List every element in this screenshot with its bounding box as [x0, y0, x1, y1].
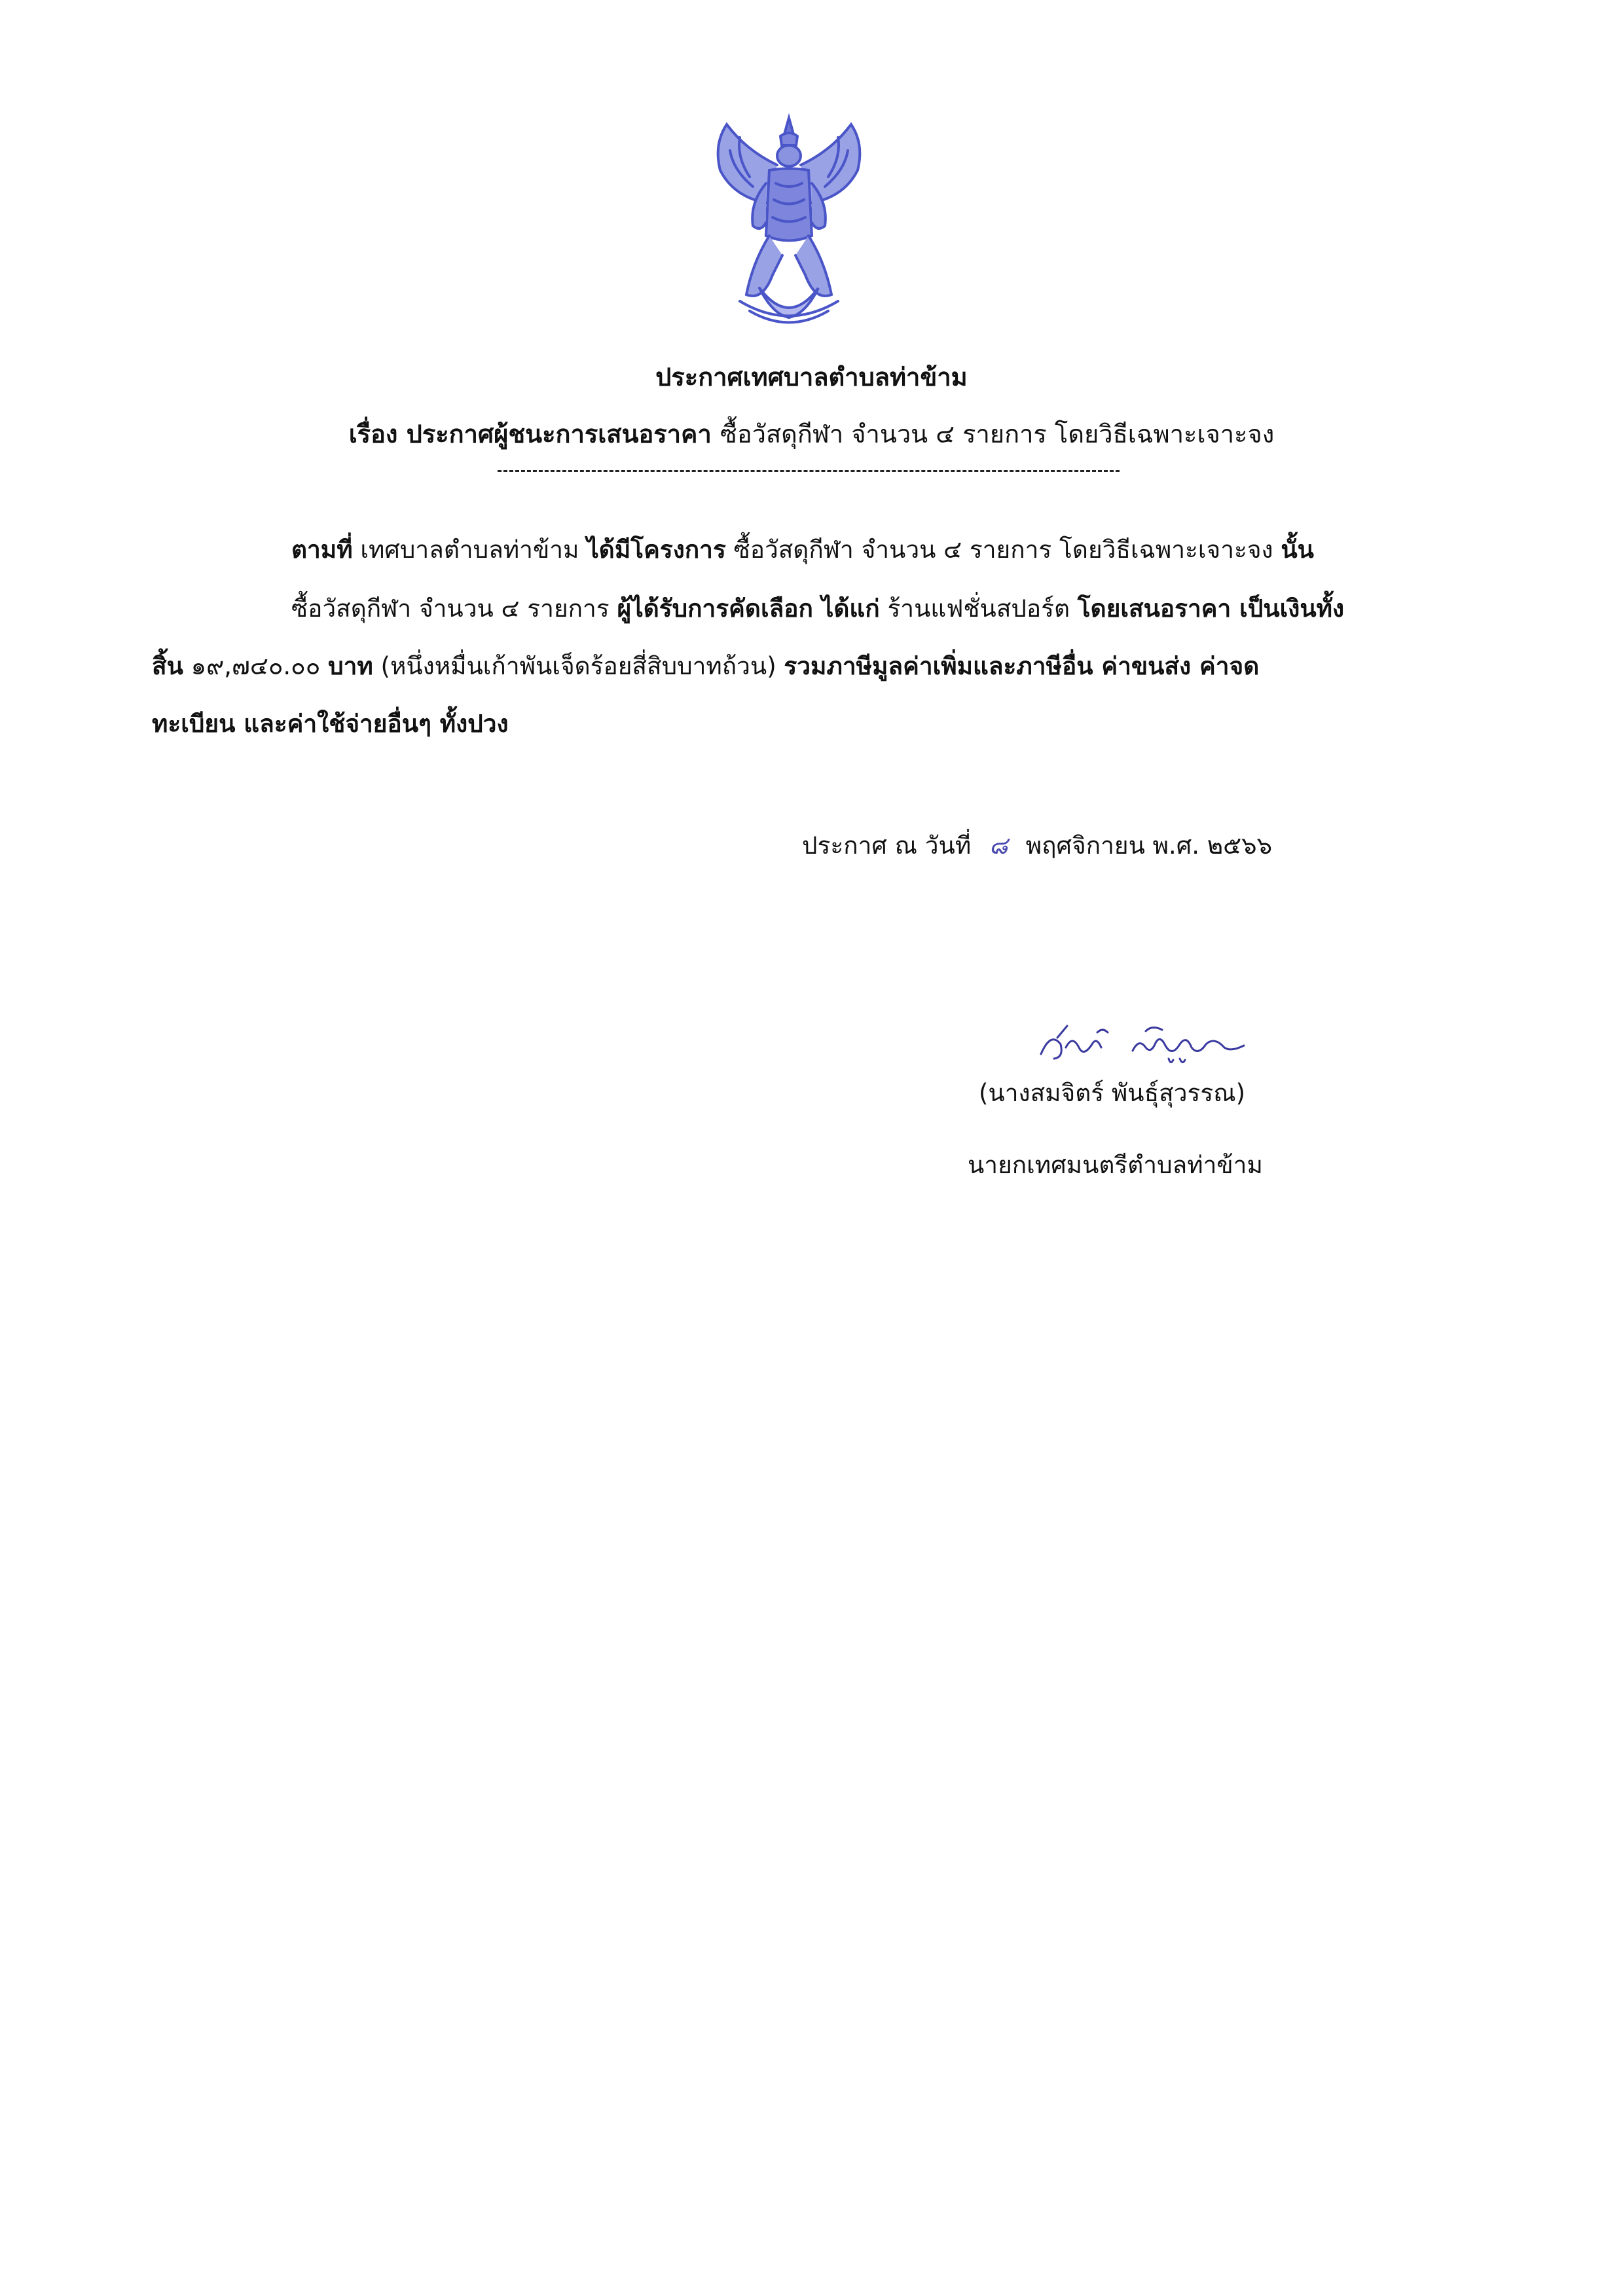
date-day: ๘ — [989, 831, 1008, 860]
body-line-2 — [291, 589, 1344, 628]
body-line-2-part-1: ซื้อวัสดุกีฬา จำนวน ๔ รายการ — [291, 594, 610, 623]
body-line-1-part-4: ซื้อวัสดุกีฬา จำนวน ๔ รายการ โดยวิธีเฉพาะเจาะจง — [733, 536, 1273, 564]
body-line-3-part-1: สิ้น — [152, 652, 183, 680]
body-line-1 — [291, 530, 1314, 569]
body-line-3-part-5: รวมภาษีมูลค่าเพิ่มและภาษีอื่น ค่าขนส่ง ค่าจด — [784, 652, 1260, 680]
signatory-name: (นางสมจิตร์ พันธุ์สุวรรณ) — [979, 1079, 1246, 1107]
body-line-3-part-3: บาท — [328, 652, 373, 680]
signatory-position: นายกเทศมนตรีตำบลท่าข้าม — [968, 1151, 1263, 1179]
announcement-date — [802, 826, 1272, 865]
body-line-1-part-3: ได้มีโครงการ — [587, 536, 726, 564]
subject-heading: ประกาศผู้ชนะการเสนอราคา — [406, 420, 712, 448]
dashed-divider — [498, 470, 1120, 472]
body-line-3 — [152, 647, 1259, 685]
body-line-3-amount: ๑๙,๗๔๐.๐๐ — [191, 652, 321, 680]
body-line-1-part-5: นั้น — [1281, 536, 1314, 564]
handwritten-signature — [1034, 1018, 1257, 1070]
subject-label: เรื่อง — [348, 420, 398, 448]
date-month-year: พฤศจิกายน พ.ศ. ๒๕๖๖ — [1025, 831, 1273, 860]
body-line-2-part-3: ร้านแฟชั่นสปอร์ต — [887, 594, 1070, 623]
date-prefix: ประกาศ ณ วันที่ — [802, 831, 972, 860]
body-line-1-part-2: เทศบาลตำบลท่าข้าม — [360, 536, 579, 564]
body-line-2-part-2: ผู้ได้รับการคัดเลือก ได้แก่ — [617, 594, 880, 623]
body-line-1-part-1: ตามที่ — [291, 536, 353, 564]
subject-detail: ซื้อวัสดุกีฬา จำนวน ๔ รายการ โดยวิธีเฉพาะเจาะจง — [720, 420, 1275, 448]
body-line-4: ทะเบียน และค่าใช้จ่ายอื่นๆ ทั้งปวง — [152, 710, 509, 738]
announcement-subject — [0, 414, 1623, 454]
body-line-3-amount-words: (หนึ่งหมื่นเก้าพันเจ็ดร้อยสี่สิบบาทถ้วน) — [380, 652, 776, 680]
body-line-2-part-4: โดยเสนอราคา เป็นเงินทั้ง — [1077, 594, 1345, 623]
announcement-title: ประกาศเทศบาลตำบลท่าข้าม — [655, 363, 968, 392]
garuda-emblem-icon — [701, 105, 877, 334]
